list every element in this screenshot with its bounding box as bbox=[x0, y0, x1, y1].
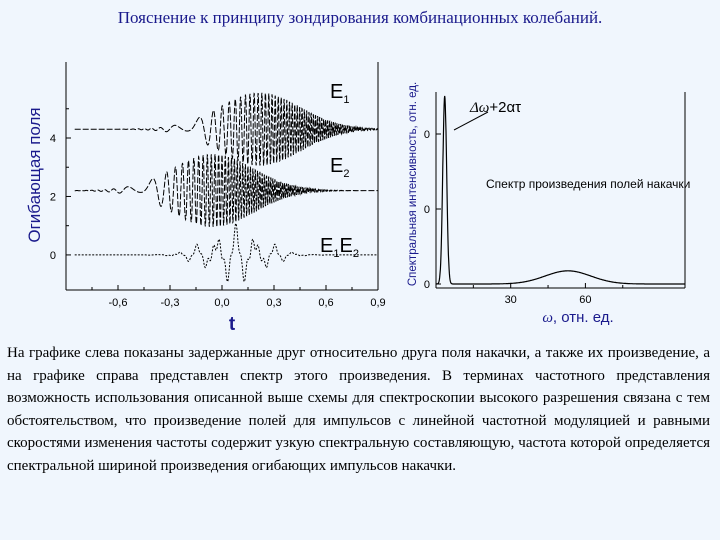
series-label-e1e2: $E_1E_2$ bbox=[320, 235, 359, 260]
y-tick-label: 4 bbox=[49, 133, 56, 145]
left-y-axis-title: Огибающая поля bbox=[25, 107, 44, 243]
x-tick-label: 30 bbox=[504, 294, 517, 306]
y-tick-label: 0 bbox=[423, 204, 430, 216]
x-tick-label: 0,6 bbox=[318, 297, 334, 309]
x-tick-label: 0,9 bbox=[370, 297, 386, 309]
slide-title: Пояснение к принципу зондирования комбинационных колебаний. bbox=[117, 8, 603, 27]
y-tick-label: 0 bbox=[423, 279, 430, 291]
x-tick-label: -0,3 bbox=[160, 297, 180, 309]
left-x-axis-title: t bbox=[228, 314, 236, 335]
series-label-e1: $E_1$ bbox=[330, 81, 350, 106]
y-tick-label: 0 bbox=[49, 249, 56, 262]
y-tick-label: 2 bbox=[49, 191, 56, 204]
x-tick-label: 0,0 bbox=[214, 297, 230, 309]
series-label-e2: $E_2$ bbox=[330, 155, 350, 180]
x-tick-label: -0,6 bbox=[108, 297, 128, 309]
field-envelope-chart bbox=[0, 40, 390, 375]
spectrum-caption: Спектр произведения полей накачки bbox=[486, 177, 691, 191]
spectrum-chart bbox=[400, 60, 700, 360]
y-tick-label: 0 bbox=[423, 129, 430, 141]
right-y-axis-title: Спектральная интенсивность, отн. ед. bbox=[407, 81, 419, 287]
peak-annotation: Δω+2ατ bbox=[470, 99, 522, 116]
explanation-paragraph: На графике слева показаны задержанные друг относительно друга поля накачки, а также их произведение, а на графике справа представлен спектр этого произведения. В терминах частотного представления возможность использования описанной выше схемы для спектроскопии высокого разрешения связана с тем обстоятельством, что произведение полей для импульсов с линейной частотной модуляцией и равными скоростями изменения частоты содержит узкую спектральную составляющую, частота которой определяется спектральной шириной произведения огибающих импульсов накачки. bbox=[7, 345, 710, 474]
x-tick-label: 60 bbox=[579, 294, 592, 306]
x-tick-label: 0,3 bbox=[266, 297, 282, 309]
right-x-axis-title: ω, отн. ед. bbox=[542, 309, 614, 326]
